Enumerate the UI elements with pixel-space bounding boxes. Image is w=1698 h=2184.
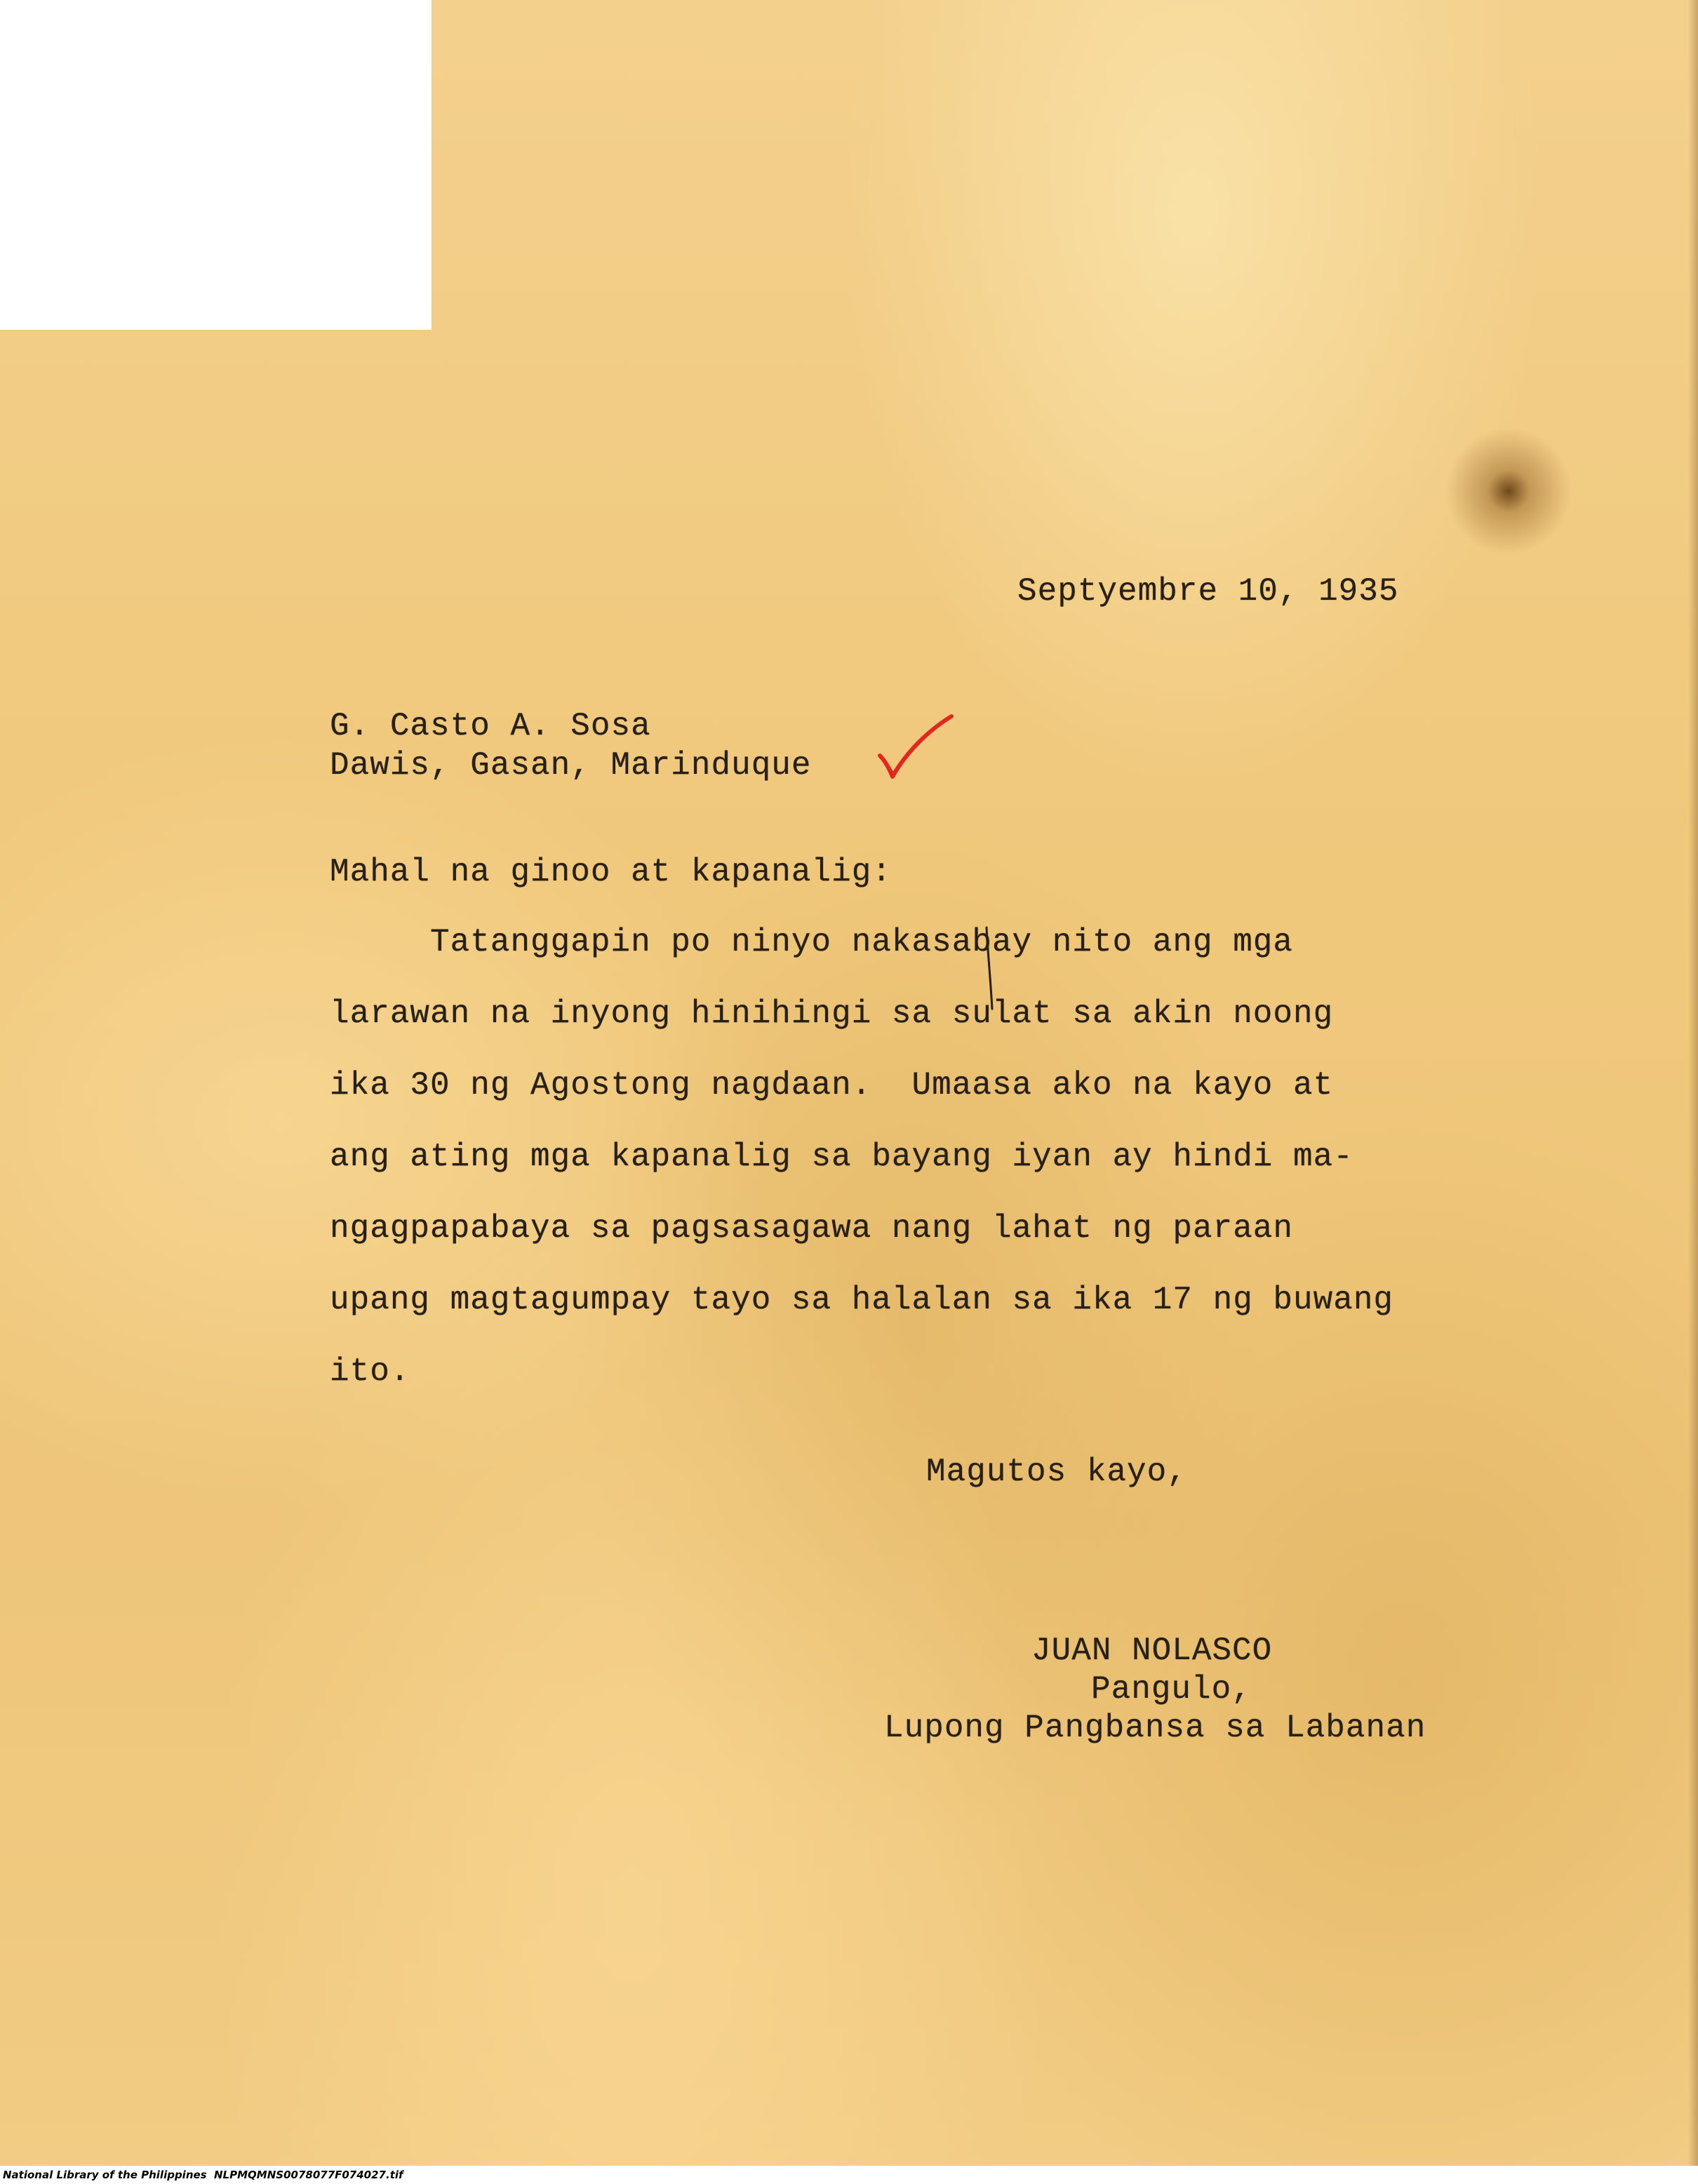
torn-corner [0, 0, 432, 330]
scan-footer [0, 2166, 1698, 2184]
signatory-title: Pangulo, [1091, 1671, 1252, 1708]
salutation: Mahal na ginoo at kapanalig: [330, 854, 892, 890]
body-line: ito. [330, 1353, 410, 1390]
body-line: ang ating mga kapanalig sa bayang iyan ay hindi ma- [330, 1139, 1353, 1175]
signatory-organization: Lupong Pangbansa sa Labanan [884, 1710, 1426, 1746]
body-line: ngagpapabaya sa pagsasagawa nang lahat ng paraan [330, 1210, 1294, 1247]
footer-file-id: NLPMQMNS0078077F074027.tif [214, 2169, 403, 2181]
red-check-mark-icon [877, 712, 954, 782]
recipient-place: Dawis, Gasan, Marinduque [330, 747, 812, 784]
body-line: upang magtagumpay tayo sa halalan sa ika 17 ng buwang [330, 1282, 1394, 1318]
letter-date: Septyembre 10, 1935 [1017, 573, 1399, 610]
handwritten-correction-mark [982, 926, 996, 1010]
recipient-name: G. Casto A. Sosa [330, 708, 651, 744]
footer-library-name: National Library of the Philippines [3, 2169, 207, 2181]
body-line: ika 30 ng Agostong nagdaan. Umaasa ako na kayo at [330, 1067, 1334, 1104]
body-line: Tatanggapin po ninyo nakasabay nito ang mga [330, 924, 1294, 960]
closing: Magutos kayo, [926, 1454, 1187, 1490]
signatory-name: JUAN NOLASCO [1031, 1633, 1273, 1669]
body-line: larawan na inyong hinihingi sa sulat sa akin noong [330, 996, 1334, 1032]
page-edge-shadow [1688, 0, 1698, 2184]
